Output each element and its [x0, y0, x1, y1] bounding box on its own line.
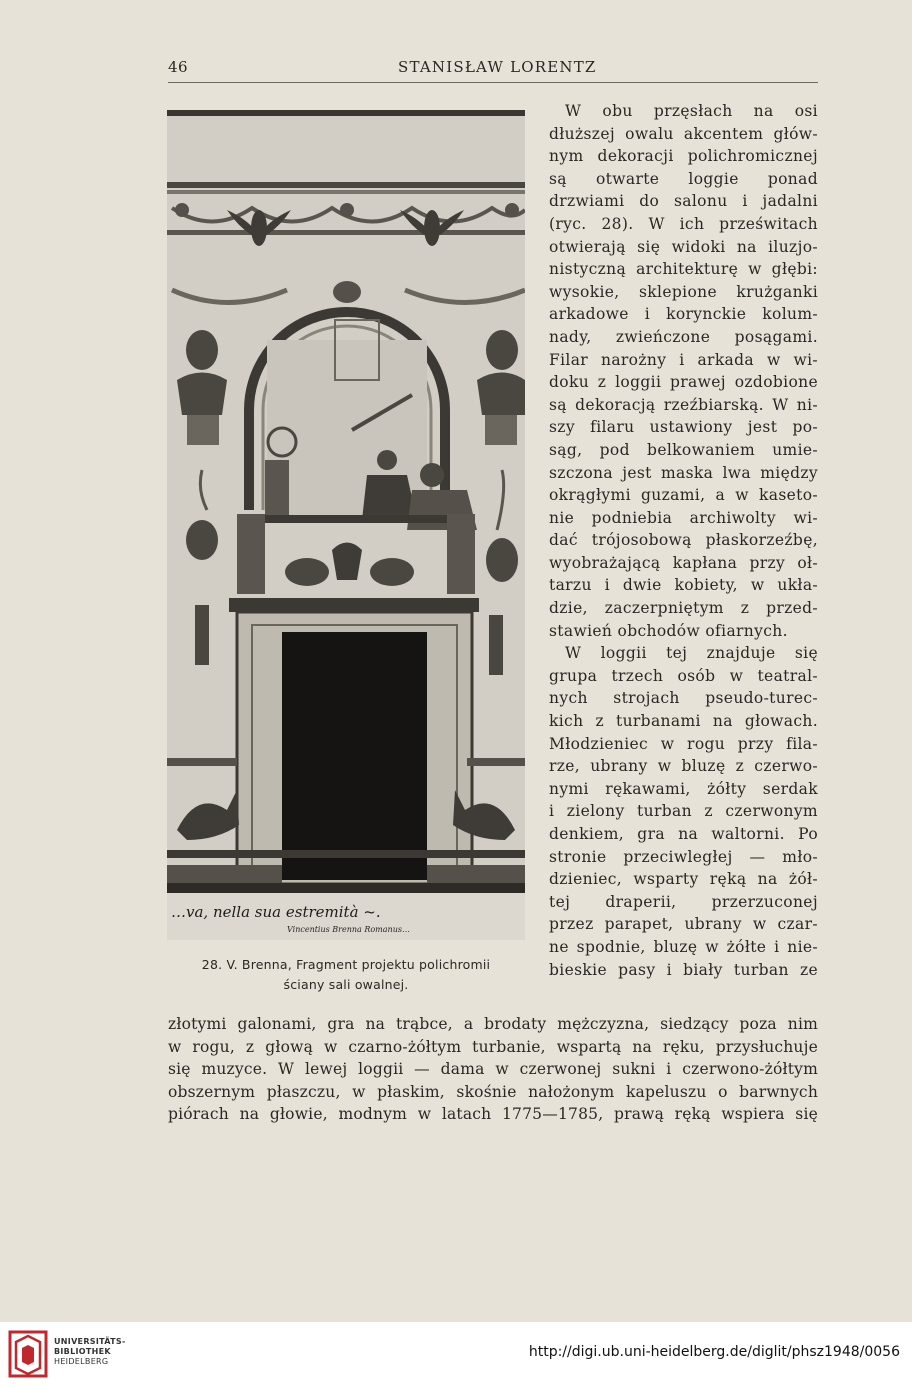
library-line-3: HEIDELBERG — [54, 1357, 109, 1366]
text-line: doku z loggii prawej ozdobione — [549, 373, 818, 392]
text-line: nady, zwieńczone posągami. — [549, 327, 818, 346]
caption-line: ściany sali owalnej. — [283, 977, 409, 992]
text-full-width — [168, 1013, 818, 1126]
text-line: denkiem, gra na waltorni. Po — [549, 825, 818, 843]
text-line: nie podniebia archiwolty wi- — [549, 508, 818, 527]
text-line: nym dekoracji polichromicznej — [549, 147, 818, 166]
university-library-logo-icon — [8, 1330, 48, 1378]
text-line: są otwarte loggie ponad — [549, 169, 818, 188]
permalink-url[interactable]: http://digi.ub.uni-heidelberg.de/diglit/phsz1948/0056 — [528, 1344, 900, 1360]
header-rule — [168, 82, 818, 83]
text-line: stronie przeciwległej — mło- — [549, 847, 818, 866]
text-line: bieskie pasy i biały turban ze — [549, 960, 818, 979]
text-line: arkadowe i korynckie kolum- — [549, 305, 818, 324]
figure-inscription: …va, nella sua estremità ~. — [171, 903, 381, 921]
text-line: wyobrażającą kapłana przy oł- — [549, 553, 818, 572]
figure-caption — [160, 955, 532, 995]
library-line-1: UNIVERSITÄTS- — [54, 1337, 126, 1346]
text-line: nych strojach pseudo-turec- — [549, 689, 818, 708]
text-line: okrągłymi guzami, a w kaseto- — [549, 486, 818, 505]
text-line: otwierają się widoki na iluzjo- — [549, 237, 818, 256]
figure-illustration — [167, 110, 525, 940]
page-number: 46 — [168, 58, 189, 76]
text-line: tarzu i dwie kobiety, w ukła- — [549, 576, 818, 595]
text-line: kich z turbanami na głowach. — [549, 712, 818, 731]
text-line: szy filaru ustawiony jest po- — [549, 418, 818, 437]
text-line: obszernym płaszczu, w płaskim, skośnie nałożonym kapeluszu o barwnych — [168, 1082, 818, 1101]
text-line: złotymi galonami, gra na trąbce, a brodaty mężczyzna, siedzący poza nim — [168, 1015, 818, 1033]
text-line: i zielony turban z czerwonym — [549, 802, 818, 821]
text-line: stawień obchodów ofiarnych. — [549, 621, 788, 640]
text-line: szczona jest maska lwa między — [549, 463, 818, 482]
text-line: Młodzieniec w rogu przy fila- — [549, 734, 818, 753]
text-line: dłuższej owalu akcentem głów- — [549, 124, 818, 143]
text-line: tej draperii, przerzuconej — [549, 892, 818, 911]
library-name[interactable] — [54, 1337, 126, 1367]
text-line: dzie, zaczerpniętym z przed- — [549, 599, 818, 618]
text-line: nymi rękawami, żółty serdak — [549, 779, 818, 798]
text-line: dzieniec, wsparty ręką na żół- — [549, 870, 818, 889]
text-line: piórach na głowie, modnym w latach 1775—1785, prawą ręką wspiera się — [168, 1105, 818, 1124]
text-line: sąg, pod belkowaniem umie- — [549, 440, 818, 459]
text-line: W loggii tej znajduje się — [565, 644, 818, 663]
text-line: ne spodnie, bluzę w żółte i nie- — [549, 937, 818, 956]
text-line: (ryc. 28). W ich prześwitach — [549, 214, 818, 233]
text-line: są dekoracją rzeźbiarską. W ni- — [549, 395, 818, 414]
text-line: drzwiami do salonu i jadalni — [549, 192, 818, 211]
text-line: nistyczną architekturę w głębi: — [549, 260, 818, 279]
library-line-2: BIBLIOTHEK — [54, 1347, 111, 1356]
figure-signature: Vincentius Brenna Romanus… — [287, 925, 410, 934]
text-line: grupa trzech osób w teatral- — [549, 666, 818, 685]
text-line: w rogu, z głową w czarno-żółtym turbanie, wspartą na ręku, przysłuchuje — [168, 1037, 818, 1056]
running-head — [168, 58, 818, 80]
text-line: rze, ubrany w bluzę z czerwo- — [549, 757, 818, 776]
text-line: się muzyce. W lewej loggii — dama w czerwonej sukni i czerwono-żółtym — [168, 1060, 818, 1079]
running-head-author: STANISŁAW LORENTZ — [398, 58, 597, 76]
figure-polychrome-design — [167, 110, 525, 940]
viewer-footer — [0, 1322, 912, 1386]
text-line: dać trójosobową płaskorzeźbę, — [549, 531, 818, 550]
text-line: W obu przęsłach na osi — [565, 102, 818, 120]
text-column — [549, 100, 818, 981]
caption-line: 28. V. Brenna, Fragment projektu polichromii — [201, 957, 491, 972]
text-line: Filar narożny i arkada w wi- — [549, 350, 818, 369]
text-line: przez parapet, ubrany w czar- — [549, 915, 818, 934]
text-line: wysokie, sklepione krużganki — [549, 282, 818, 301]
